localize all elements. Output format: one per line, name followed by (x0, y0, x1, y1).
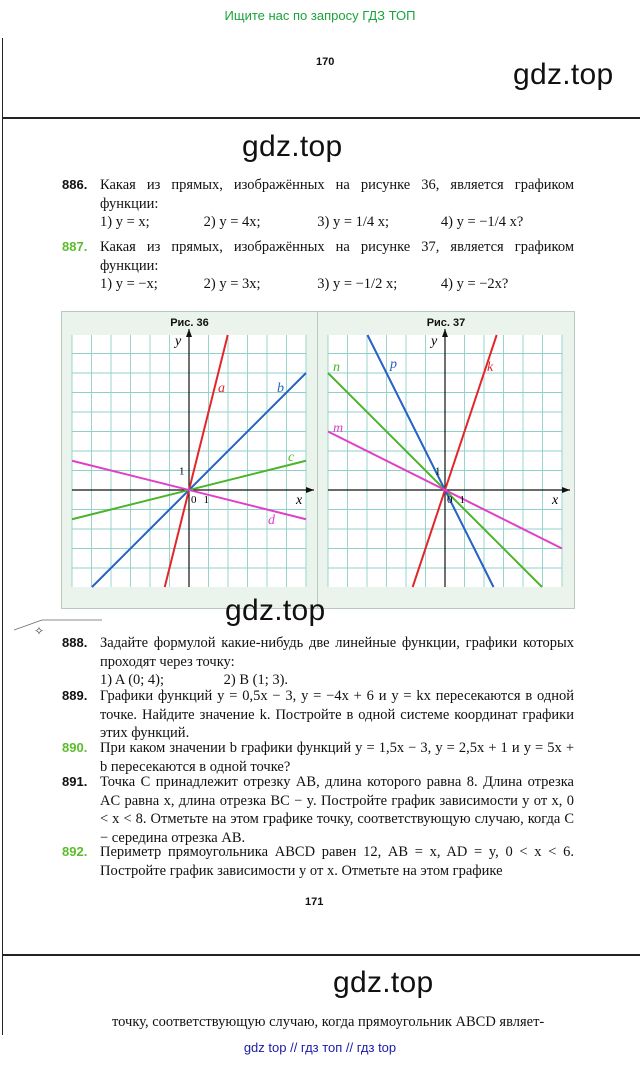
tick-x-1: 1 (459, 494, 465, 506)
problem-890 (62, 739, 574, 776)
watermark-top-right: gdz.top (513, 58, 614, 91)
watermark-middle: gdz.top (225, 594, 326, 627)
line-label-c: c (288, 450, 295, 465)
origin-label: 0 (191, 494, 197, 506)
watermark-bottom: gdz.top (333, 966, 434, 999)
option-2: 2) y = 3x; (203, 276, 261, 292)
figure-36-plot (72, 329, 314, 587)
problem-888 (62, 634, 574, 690)
problem-text: Какая из прямых, изображённых на рисунке 36, является графиком функции: (100, 177, 574, 212)
line-label-p: p (390, 357, 397, 372)
y-axis-arrow-icon (186, 329, 192, 337)
problem-number: 890. (62, 740, 88, 755)
tick-x-1: 1 (203, 494, 209, 506)
problem-text: Задайте формулой какие-нибудь две линейные функции, графики которых проходят через точку: (100, 635, 574, 670)
axis-y-label: y (431, 334, 438, 349)
problem-text: Какая из прямых, изображённых на рисунке 37, является графиком функции: (100, 239, 574, 274)
option-4: 4) y = −1/4 x? (440, 214, 524, 230)
search-banner: Ищите нас по запросу ГДЗ ТОП (224, 8, 416, 23)
figure-37-title: Рис. 37 (426, 317, 466, 329)
option-1: 1) y = −x; (100, 276, 158, 292)
problem-text: Графики функций y = 0,5x − 3, y = −4x + 6 и y = kx пересекаются в одной точке. Найдите значение k. Постройте в одной системе координат графики этих функций. (100, 688, 574, 741)
line-label-d: d (268, 513, 275, 528)
continuation-text: точку, соответствующую случаю, когда прямоугольник ABCD являет- (112, 1014, 545, 1030)
problem-number: 887. (62, 239, 88, 254)
line-label-a: a (218, 381, 225, 396)
problem-number: 888. (62, 635, 88, 650)
marker-lines (14, 614, 104, 636)
problem-number: 889. (62, 688, 88, 703)
problem-number: 892. (62, 844, 88, 859)
figure-36-title: Рис. 36 (170, 317, 209, 329)
figure-37-plot (328, 329, 570, 587)
problem-text: Точка C принадлежит отрезку AB, длина которого равна 8. Длина отрезка AC равна x, длина отрезка BC − y. Постройте график зависимости y от x, 0 < x < 8. Отметьте на этом графике точку, соответствующую случаю, когда C − середина отрезка AB. (100, 774, 574, 846)
page-number-bottom: 171 (305, 896, 324, 908)
option-4: 4) y = −2x? (440, 276, 509, 292)
axis-x-label: x (296, 493, 303, 508)
problem-text: При каком значении b графики функций y = 1,5x − 3, y = 2,5x + 1 и y = 5x + b пересекаются в одной точке? (100, 740, 574, 775)
problem-text: Периметр прямоугольника ABCD равен 12, AB = x, AD = y, 0 < x < 6. Постройте график зависимости y от x. Отметьте на этом графике (100, 844, 574, 879)
footer-links: gdz top // гдз топ // гдз top (243, 1040, 397, 1055)
problem-889 (62, 687, 574, 743)
page-number-top: 170 (316, 56, 335, 68)
tick-y-1: 1 (435, 465, 441, 478)
star-marker-icon: ✧ (34, 624, 45, 638)
axis-x-label: x (552, 493, 559, 508)
option-3: 3) y = −1/2 x; (317, 276, 398, 292)
line-label-n: n (333, 360, 340, 375)
watermark-header: gdz.top (242, 130, 343, 163)
problem-891 (62, 773, 574, 847)
line-label-k: k (487, 360, 494, 375)
option-2: 2) y = 4x; (203, 214, 261, 230)
line-label-m: m (333, 421, 344, 436)
problem-number: 886. (62, 177, 88, 192)
problem-number: 891. (62, 774, 88, 789)
option-1: 1) y = x; (100, 214, 150, 230)
option-1: 1) A (0; 4); (100, 672, 165, 688)
origin-label: 0 (447, 494, 453, 506)
tick-y-1: 1 (179, 465, 185, 478)
axis-y-label: y (175, 334, 182, 349)
option-3: 3) y = 1/4 x; (317, 214, 390, 230)
problem-892 (62, 843, 574, 880)
line-label-b: b (277, 381, 284, 396)
x-axis-arrow-icon (306, 487, 314, 493)
x-axis-arrow-icon (562, 487, 570, 493)
y-axis-arrow-icon (442, 329, 448, 337)
option-2: 2) B (1; 3). (223, 672, 289, 688)
